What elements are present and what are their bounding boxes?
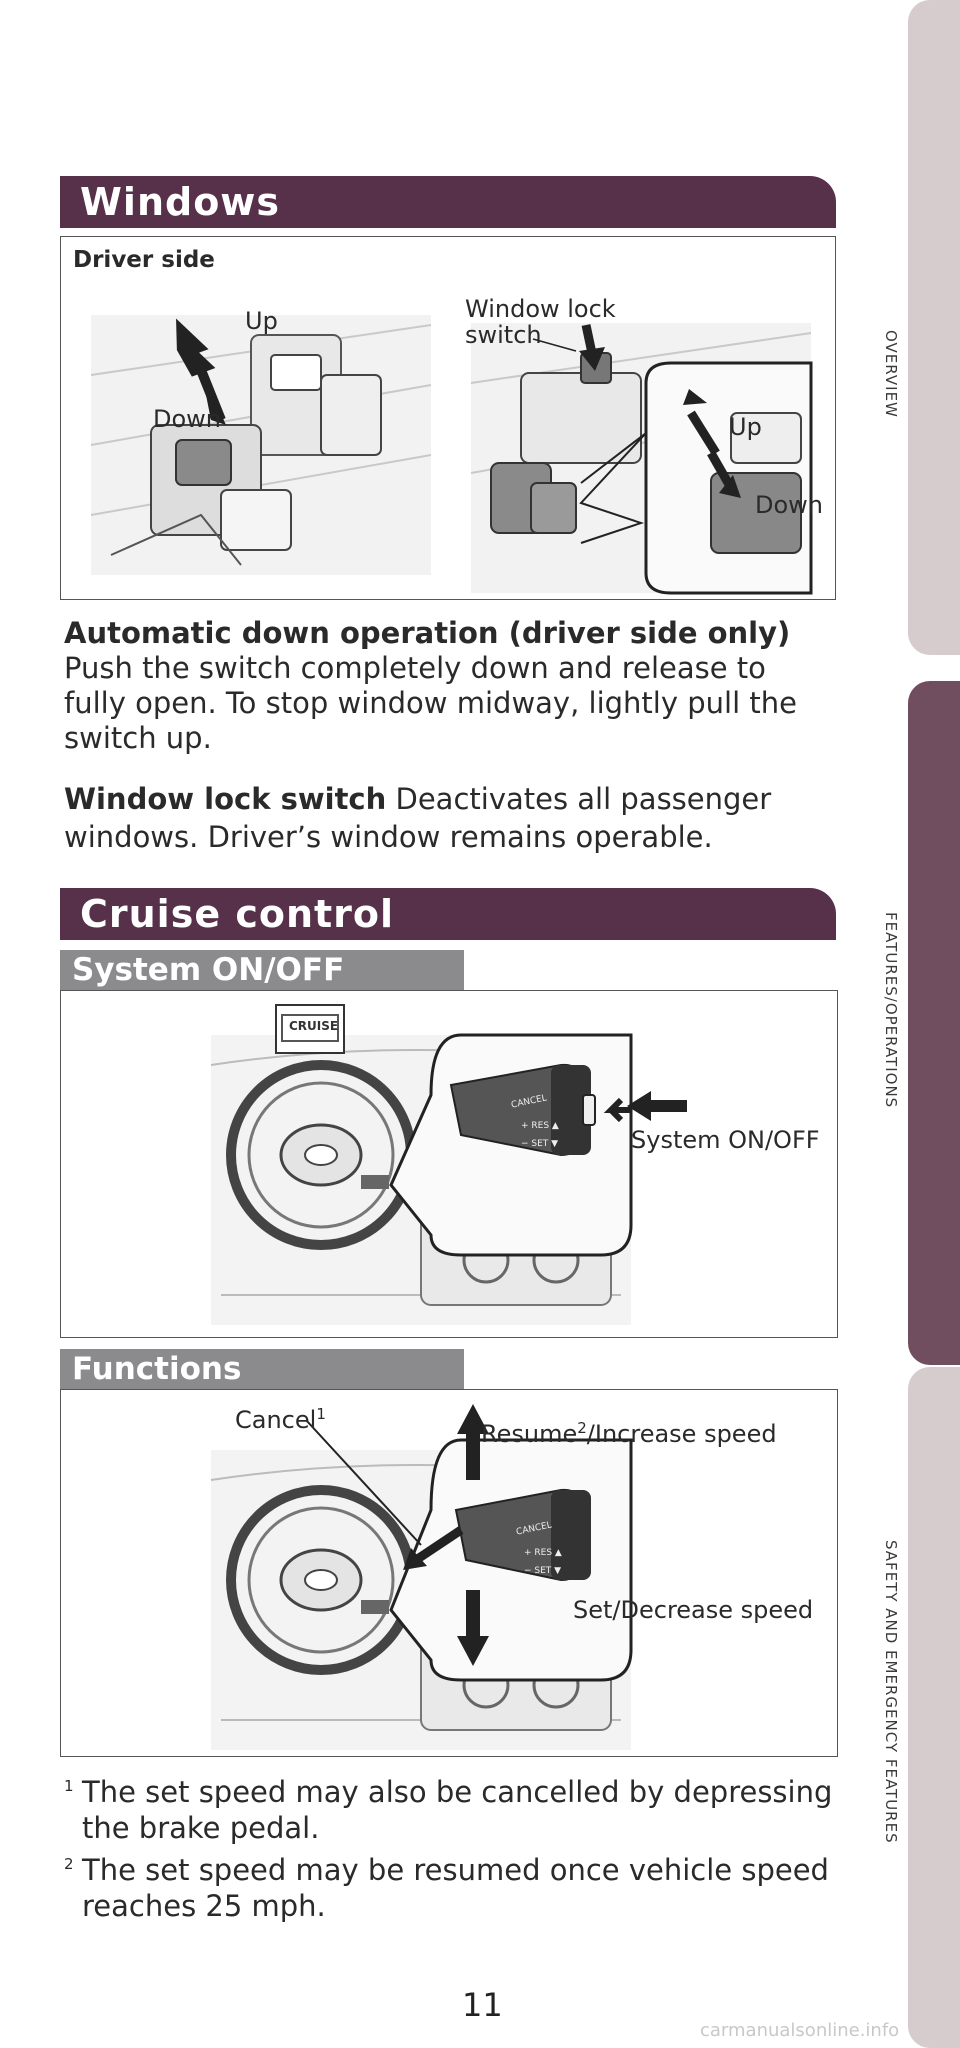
cruise-section-header: Cruise control [60,888,836,940]
system-onoff-subheader: System ON/OFF [60,950,464,990]
cancel-footnote-mark: 1 [316,1405,326,1423]
cruise-button-text: CRUISE [289,1019,339,1033]
window-up-label-left: Up [245,307,278,335]
auto-down-heading: Automatic down operation (driver side only) [64,616,791,650]
steering-wheel-illustration-1 [211,1005,631,1325]
tab-features-operations[interactable] [908,681,960,1365]
tab-label-overview: OVERVIEW [882,330,900,418]
steering-wheel-illustration-2 [211,1420,631,1750]
lever-set-text-2: − SET ▼ [524,1566,562,1576]
window-lock-paragraph [64,780,834,856]
window-down-label-right: Down [755,491,824,519]
tab-safety-emergency[interactable] [908,1367,960,2048]
driver-door-switch-illustration [91,315,431,575]
system-onoff-label: System ON/OFF [631,1126,820,1154]
resume-text: Resume [481,1420,578,1448]
lever-res-text-2: + RES ▲ [524,1548,562,1558]
windows-section-header: Windows [60,176,836,228]
system-onoff-panel [60,990,838,1338]
tab-label-safety: SAFETY AND EMERGENCY FEATURES [882,1540,900,1844]
watermark: carmanualsonline.info [700,2020,900,2041]
page-number: 11 [462,1986,503,2024]
windows-illustration-panel [60,236,836,600]
window-up-label-right: Up [729,413,762,441]
footnote-1-text: The set speed may also be cancelled by depressing the brake pedal. [82,1775,833,1845]
resume-suffix-text: /Increase speed [586,1420,777,1448]
footnote-2: 2 The set speed may be resumed once vehicle speed reaches 25 mph. [64,1853,829,1923]
cancel-label [235,1406,326,1434]
lever-res-text-1: + RES ▲ [521,1121,559,1131]
lever-cancel-text-2: CANCEL [515,1520,553,1538]
system-onoff-arrow [627,1091,687,1121]
resume-footnote-mark: 2 [577,1419,587,1437]
functions-subheader: Functions [60,1349,464,1389]
window-lock-label-line1: Window lock [465,295,616,323]
resume-label [481,1420,777,1448]
window-lock-label-line2: switch [465,321,542,349]
window-lock-heading: Window lock switch [64,782,387,816]
lever-set-text-1: − SET ▼ [521,1139,559,1149]
footnote-2-text: The set speed may be resumed once vehicle speed reaches 25 mph. [82,1853,829,1923]
auto-down-text: Push the switch completely down and release to fully open. To stop window midway, lightly pull the switch up. [64,651,797,755]
footnote-1: 1 The set speed may also be cancelled by depressing the brake pedal. [64,1775,833,1845]
set-decrease-label: Set/Decrease speed [573,1596,814,1624]
cancel-text: Cancel [235,1406,317,1434]
window-down-label-left: Down [153,405,222,433]
window-lock-text: Deactivates all passenger windows. Driver’s window remains operable. [64,782,772,854]
tab-overview[interactable] [908,0,960,655]
driver-side-label: Driver side [73,247,215,273]
lever-cancel-text-1: CANCEL [510,1093,548,1111]
functions-panel [60,1389,838,1757]
tab-label-features: FEATURES/OPERATIONS [882,912,900,1109]
